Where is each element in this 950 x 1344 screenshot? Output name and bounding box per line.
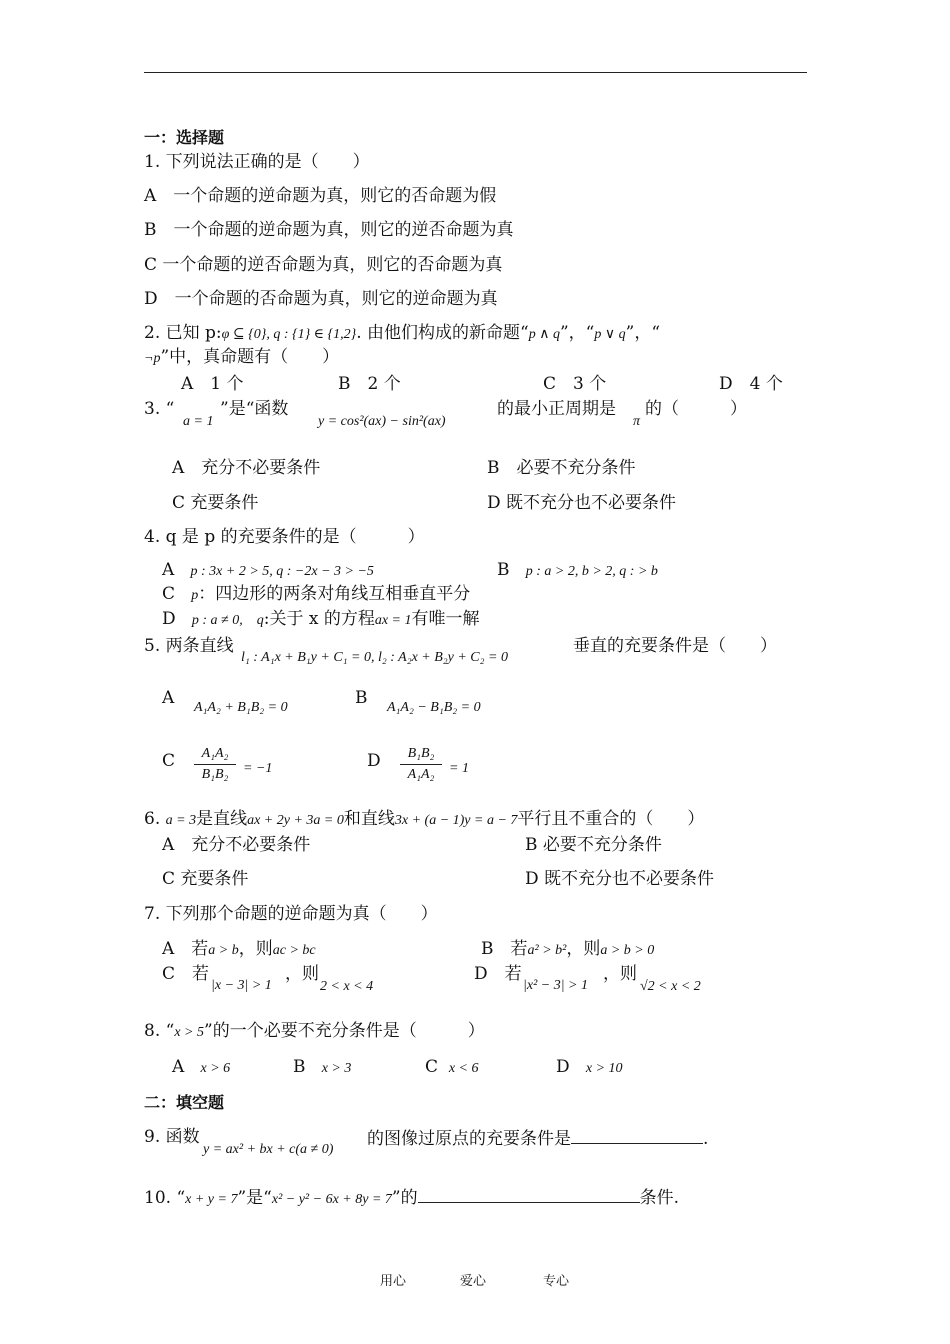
q4-option-c-p: p: [191, 588, 199, 603]
q4-option-b-expr: p : a > 2, b > 2, q : > b: [525, 564, 658, 579]
q9-stem: [367, 1127, 708, 1149]
q4-option-a: [162, 560, 374, 582]
q7-option-a-cond: a > b: [208, 943, 239, 958]
q5-option-b-label: B: [355, 688, 368, 708]
q2-option-b: B 2 个: [338, 374, 401, 394]
q2-option-d: D 4 个: [719, 374, 783, 394]
q10-answer-blank[interactable]: [418, 1186, 640, 1203]
q6-option-a: A 充分不必要条件: [162, 835, 311, 855]
q7-option-b-if: B 若: [481, 939, 528, 959]
q2-p-and-q: p ∧ q: [528, 327, 560, 342]
q8-condition: x > 5: [174, 1025, 204, 1040]
q5-option-d-fraction: [400, 745, 442, 784]
q8-option-b: [293, 1057, 351, 1079]
section-title-choice: 一：选择题: [144, 128, 225, 147]
q2-stem-end: ”中，真命题有（ ）: [160, 347, 340, 367]
q6-stem: [144, 809, 704, 831]
q6-option-b: B 必要不充分条件: [525, 835, 662, 855]
q10-condition-1: x + y = 7: [185, 1192, 238, 1207]
q7-option-c-if: C 若: [162, 964, 210, 984]
q9-function: y = ax² + bx + c(a ≠ 0): [203, 1142, 334, 1157]
q8-option-c-expr: x < 6: [448, 1061, 479, 1076]
q3-condition: a = 1: [183, 414, 214, 429]
q4-option-d-equation: ax = 1: [374, 613, 412, 628]
q3-option-c: C 充要条件: [172, 493, 259, 513]
q6-line-2: 3x + (a − 1)y = a − 7: [394, 813, 518, 828]
q1-stem: 1. 下列说法正确的是（ ）: [144, 152, 370, 172]
q4-option-b: [497, 560, 658, 582]
q7-option-a-if: A 若: [162, 939, 209, 959]
q5-option-c-fraction: [194, 745, 236, 784]
q8-option-c-label: C: [425, 1057, 439, 1077]
q9-answer-blank[interactable]: [571, 1127, 703, 1144]
q5-option-d-label: D: [367, 751, 381, 771]
q2-sep-1: ”，“: [559, 323, 595, 343]
q4-option-d-expr: p : a ≠ 0, q: [191, 613, 264, 628]
q2-stem-line2: [144, 347, 339, 369]
q4-option-d: [162, 609, 480, 631]
q8-option-c: [425, 1057, 479, 1079]
q7-stem: 7. 下列那个命题的逆命题为真（ ）: [144, 904, 438, 924]
section-title-fill: 二：填空题: [144, 1093, 225, 1112]
q7-option-d-cond: |x² − 3| > 1: [523, 978, 589, 993]
q5-option-d-denominator: A₁A₂: [407, 767, 435, 782]
q2-option-c: C 3 个: [543, 374, 607, 394]
q8-option-d-label: D: [556, 1057, 570, 1077]
q10-end: 条件.: [639, 1188, 680, 1208]
q2-stem-mid: . 由他们构成的新命题“: [356, 323, 529, 343]
q10-stem-c: ”的: [391, 1188, 418, 1208]
q8-option-d-expr: x > 10: [585, 1061, 623, 1076]
q7-option-a-then: ，则: [238, 939, 273, 959]
q8-option-b-expr: x > 3: [321, 1061, 352, 1076]
q3-pi: π: [633, 414, 641, 429]
q9-stem-text: 的图像过原点的充要条件是: [367, 1129, 571, 1149]
q6-condition: a = 3: [165, 813, 197, 828]
q7-option-b-then: ，则: [566, 939, 601, 959]
q1-option-b: B 一个命题的逆命题为真，则它的逆否命题为真: [144, 220, 514, 240]
q5-option-d-numerator: B₁B₂: [407, 746, 435, 761]
q8-option-a: [172, 1057, 230, 1079]
q3-stem-end: 的（ ）: [645, 399, 747, 419]
q7-option-b-result: a > b > 0: [600, 943, 655, 958]
q6-option-d: D 既不充分也不必要条件: [525, 869, 715, 889]
q3-option-b: B 必要不充分条件: [487, 458, 636, 478]
q4-option-d-text: :关于 x 的方程: [263, 609, 375, 629]
q5-option-c-fraction-bar: [194, 764, 236, 765]
q6-stem-a: 是直线: [196, 809, 248, 829]
q2-p-or-q: p ∨ q: [594, 327, 626, 342]
q7-option-d-result: √2 < x < 2: [640, 979, 701, 994]
q3-stem-mid: ”是“函数: [220, 399, 289, 419]
q9-stem-prefix: 9. 函数: [144, 1127, 200, 1147]
header-rule: [144, 72, 807, 73]
q8-stem: [144, 1021, 485, 1043]
q7-option-c-cond: |x − 3| > 1: [211, 978, 272, 993]
q2-not-p: ¬p: [144, 351, 161, 366]
q2-expression: φ ⊆ {0}, q : {1} ∈ {1,2}: [221, 327, 357, 342]
q5-option-d-rhs: = 1: [449, 761, 469, 776]
q3-stem-prefix: 3. “: [144, 399, 175, 419]
q5-option-c-label: C: [162, 751, 176, 771]
q7-option-b: [481, 939, 654, 961]
q8-stem-end: ”的一个必要不充分条件是（ ）: [204, 1021, 485, 1041]
footer-word-3: 专心: [543, 1274, 570, 1289]
q4-option-d-tail: 有唯一解: [411, 609, 480, 629]
q5-option-c-denominator: B₁B₂: [201, 767, 229, 782]
q5-stem-prefix: 5. 两条直线: [144, 636, 234, 656]
q6-stem-c: 平行且不重合的（ ）: [517, 809, 705, 829]
q6-option-c: C 充要条件: [162, 869, 249, 889]
footer-word-1: 用心: [380, 1274, 407, 1289]
q8-option-b-label: B: [293, 1057, 306, 1077]
footer-word-2: 爱心: [460, 1274, 487, 1289]
q1-option-d: D 一个命题的否命题为真，则它的逆命题为真: [144, 289, 498, 309]
q8-option-a-label: A: [172, 1057, 185, 1077]
q7-option-c-then: ，则: [285, 964, 319, 984]
q7-option-b-cond: a² > b²: [527, 943, 567, 958]
q10-stem-mid: ”是“: [237, 1188, 272, 1208]
q10-stem: [144, 1186, 679, 1210]
q3-stem-period: 的最小正周期是: [497, 399, 616, 419]
q8-option-a-expr: x > 6: [200, 1061, 231, 1076]
q10-stem-prefix: 10. “: [144, 1188, 186, 1208]
q1-option-c: C 一个命题的逆否命题为真，则它的否命题为真: [144, 255, 503, 275]
q4-option-a-label: A: [162, 560, 175, 580]
q1-option-a: A 一个命题的逆命题为真，则它的否命题为假: [144, 186, 497, 206]
q4-option-c-text: ：四边形的两条对角线互相垂直平分: [198, 584, 471, 604]
q5-option-a-expr: A₁A₂ + B₁B₂ = 0: [194, 700, 288, 715]
q4-option-a-expr: p : 3x + 2 > 5, q : −2x − 3 > −5: [190, 564, 374, 579]
q3-option-a: A 充分不必要条件: [172, 458, 321, 478]
q7-option-a: [162, 939, 316, 961]
q6-stem-b: 和直线: [343, 809, 395, 829]
q5-option-a-label: A: [162, 688, 175, 708]
q3-option-d: D 既不充分也不必要条件: [487, 493, 677, 513]
q4-option-c: [162, 584, 470, 606]
q5-option-c-rhs: = −1: [243, 761, 273, 776]
q4-option-c-label: C: [162, 584, 176, 604]
q4-option-d-label: D: [162, 609, 176, 629]
q4-option-b-label: B: [497, 560, 510, 580]
q8-option-d: [556, 1057, 623, 1079]
q7-option-d-if: D 若: [474, 964, 522, 984]
q5-option-d-fraction-bar: [400, 764, 442, 765]
q9-end: .: [703, 1129, 709, 1149]
q2-sep-2: ”，“: [625, 323, 661, 343]
q10-condition-2: x² − y² − 6x + 8y = 7: [271, 1192, 392, 1207]
q2-stem-prefix: 2. 已知 p:: [144, 323, 222, 343]
q8-stem-prefix: 8. “: [144, 1021, 175, 1041]
q5-option-b-expr: A₁A₂ − B₁B₂ = 0: [387, 700, 481, 715]
q5-option-c-numerator: A₁A₂: [201, 746, 229, 761]
q6-line-1: ax + 2y + 3a = 0: [247, 813, 344, 828]
q5-stem-end: 垂直的充要条件是（ ）: [573, 636, 777, 656]
q7-option-a-result: ac > bc: [272, 943, 316, 958]
q2-option-a: A 1 个: [181, 374, 244, 394]
q2-stem: [144, 323, 660, 345]
q5-lines: l₁ : A₁x + B₁y + C₁ = 0, l₂ : A₂x + B₂y + C₂ = 0: [241, 650, 508, 665]
q6-number: 6.: [144, 809, 161, 829]
q7-option-d-then: ，则: [603, 964, 637, 984]
q4-stem: 4. q 是 p 的充要条件的是（ ）: [144, 527, 425, 547]
q3-function: y = cos²(ax) − sin²(ax): [318, 414, 446, 429]
q7-option-c-result: 2 < x < 4: [320, 979, 374, 994]
